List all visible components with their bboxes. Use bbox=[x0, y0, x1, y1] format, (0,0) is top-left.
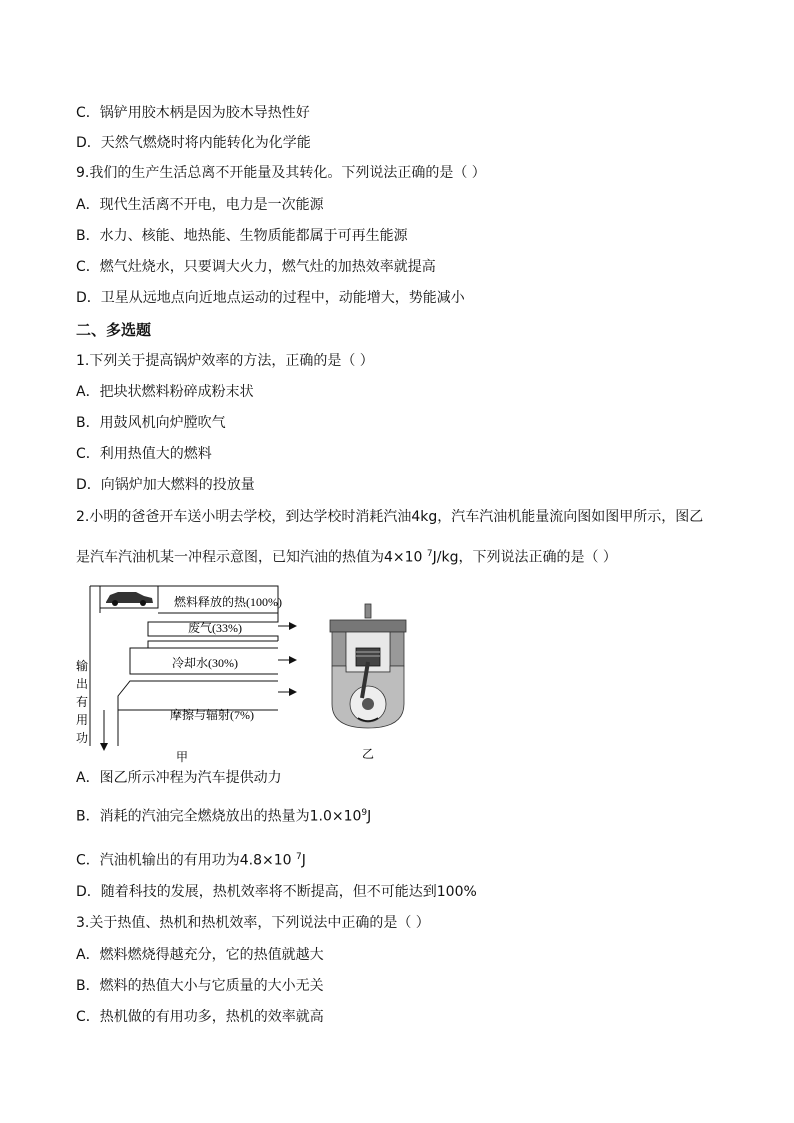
option-line: A．把块状燃料粉碎成粉末状 bbox=[76, 384, 254, 400]
diagram-label-yi: 乙 bbox=[362, 747, 375, 761]
question-stem: 2.小明的爸爸开车送小明去学校，到达学校时消耗汽油4kg，汽车汽油机能量流向图如图甲所示，图乙 bbox=[76, 509, 704, 525]
section-heading: 二、多选题 bbox=[76, 321, 152, 339]
option-line: D．随着科技的发展，热机效率将不断提高，但不可能达到100% bbox=[76, 884, 477, 900]
car-icon bbox=[100, 586, 158, 608]
coolant-label: 冷却水(30%) bbox=[172, 656, 238, 670]
option-line: A．现代生活离不开电，电力是一次能源 bbox=[76, 197, 324, 213]
question-line: C．锅铲用胶木柄是因为胶木导热性好 bbox=[76, 105, 310, 121]
question-stem: 3.关于热值、热机和热机效率，下列说法中正确的是（ ） bbox=[76, 915, 430, 931]
superscript: 7 bbox=[426, 549, 433, 559]
option-line bbox=[76, 803, 371, 827]
option-text: J bbox=[301, 852, 306, 869]
output-label-char: 有 bbox=[76, 695, 89, 709]
output-label-char: 出 bbox=[76, 677, 89, 691]
engine-diagram bbox=[318, 600, 418, 765]
option-line: B．水力、核能、地热能、生物质能都属于可再生能源 bbox=[76, 228, 408, 244]
exhaust-label: 废气(33%) bbox=[188, 621, 242, 635]
option-text: C．汽油机输出的有用功为4.8×10 bbox=[76, 852, 297, 869]
question-stem: 9.我们的生产生活总离不开能量及其转化。下列说法正确的是（ ） bbox=[76, 165, 486, 181]
stem-text: J/kg，下列说法正确的是（ ） bbox=[432, 549, 617, 566]
question-stem bbox=[76, 544, 617, 568]
stem-text: 是汽车汽油机某一冲程示意图，已知汽油的热值为4×10 bbox=[76, 549, 427, 566]
output-label-char: 输 bbox=[76, 659, 89, 673]
superscript: 7 bbox=[296, 852, 302, 862]
friction-label: 摩擦与辐射(7%) bbox=[170, 708, 254, 722]
option-line bbox=[76, 847, 306, 871]
question-stem: 1.下列关于提高锅炉效率的方法，正确的是（ ） bbox=[76, 353, 374, 369]
option-line: C．利用热值大的燃料 bbox=[76, 446, 212, 462]
option-line: A．燃料燃烧得越充分，它的热值就越大 bbox=[76, 947, 324, 963]
option-line: A．图乙所示冲程为汽车提供动力 bbox=[76, 770, 282, 786]
option-text: B．消耗的汽油完全燃烧放出的热量为1.0×10 bbox=[76, 808, 362, 825]
option-line: D．卫星从远地点向近地点运动的过程中，动能增大，势能减小 bbox=[76, 290, 465, 306]
option-line: C．热机做的有用功多，热机的效率就高 bbox=[76, 1009, 324, 1025]
question-line: D．天然气燃烧时将内能转化为化学能 bbox=[76, 135, 311, 151]
option-line: D．向锅炉加大燃料的投放量 bbox=[76, 477, 255, 493]
option-text: J bbox=[367, 808, 372, 825]
diagram-label-jia: 甲 bbox=[176, 750, 189, 764]
option-line: B．用鼓风机向炉膛吹气 bbox=[76, 415, 226, 431]
output-label-char: 功 bbox=[76, 731, 89, 745]
output-label-char: 用 bbox=[76, 713, 89, 727]
option-line: C．燃气灶烧水，只要调大火力，燃气灶的加热效率就提高 bbox=[76, 259, 436, 275]
option-line: B．燃料的热值大小与它质量的大小无关 bbox=[76, 978, 324, 994]
superscript: 9 bbox=[361, 808, 368, 818]
fuel-heat-label: 燃料释放的热(100%) bbox=[174, 595, 282, 609]
